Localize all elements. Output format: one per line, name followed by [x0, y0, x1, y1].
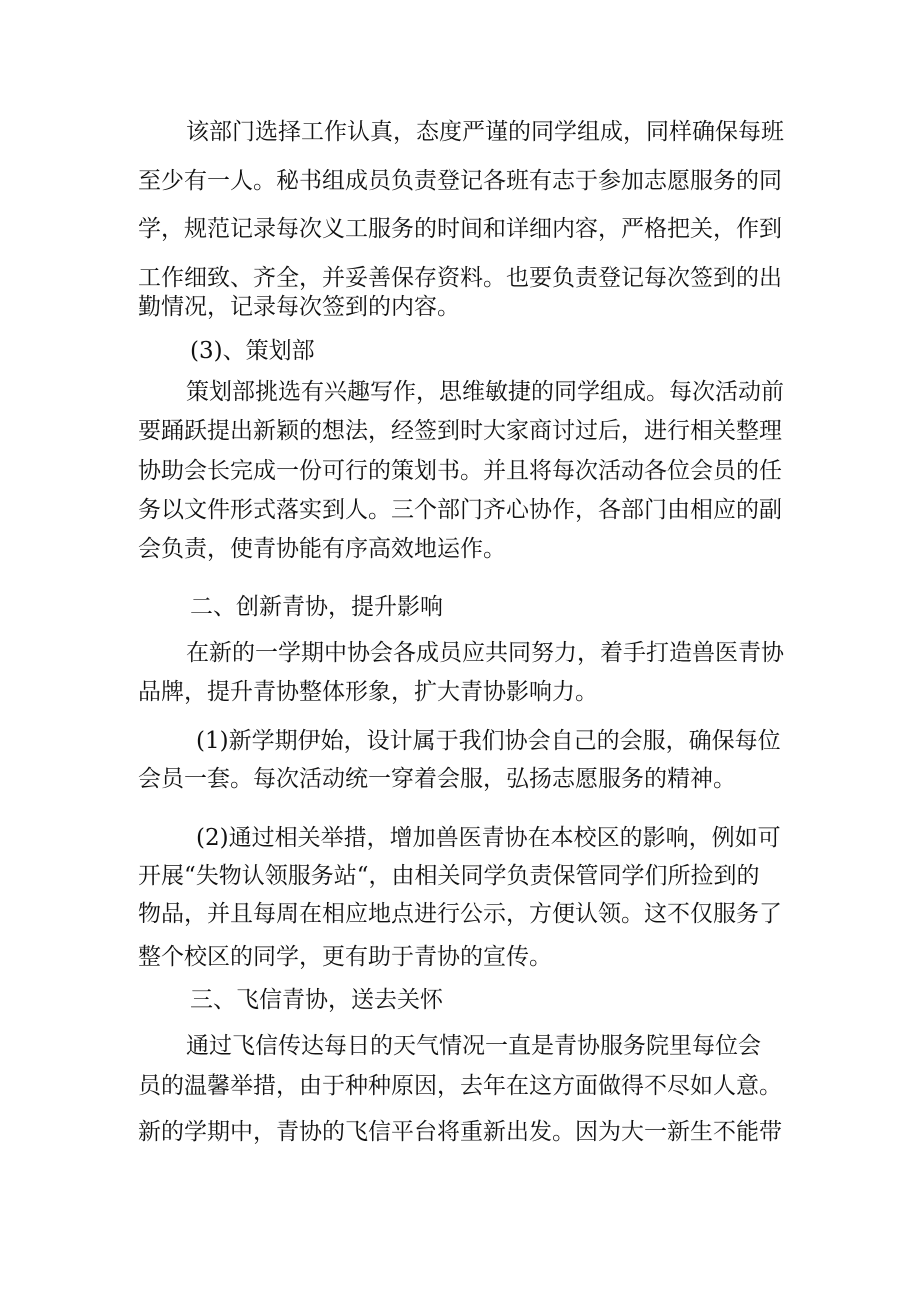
section-heading: (3)、策划部: [190, 338, 315, 364]
paragraph-line: 员的温馨举措，由于种种原因，去年在这方面做得不尽如人意。: [138, 1073, 782, 1099]
list-item-line: 物品，并且每周在相应地点进行公示，方便认领。这不仅服务了: [138, 901, 782, 927]
section-heading: 三、飞信青协，送去关怀: [190, 987, 443, 1013]
list-item-line: (2)通过相关举措，增加兽医青协在本校区的影响，例如可: [196, 825, 781, 851]
paragraph-line: 协助会长完成一份可行的策划书。并且将每次活动各位会员的任: [138, 458, 782, 484]
paragraph-line: 会负责，使青协能有序高效地运作。: [138, 536, 506, 562]
paragraph-line: 在新的一学期中协会各成员应共同努力，着手打造兽医青协: [186, 640, 784, 666]
list-item-line: 整个校区的同学，更有助于青协的宣传。: [138, 944, 552, 970]
section-heading: 二、创新青协，提升影响: [190, 594, 443, 620]
list-item-line: 会员一套。每次活动统一穿着会服，弘扬志愿服务的精神。: [138, 766, 736, 792]
paragraph-line: 该部门选择工作认真，态度严谨的同学组成，同样确保每班: [186, 119, 784, 145]
paragraph-line: 务以文件形式落实到人。三个部门齐心协作，各部门由相应的副: [138, 497, 782, 523]
paragraph-line: 学，规范记录每次义工服务的时间和详细内容，严格把关，作到: [138, 216, 782, 242]
paragraph-line: 要踊跃提出新颖的想法，经签到时大家商讨过后，进行相关整理: [138, 418, 782, 444]
paragraph-line: 品牌，提升青协整体形象，扩大青协影响力。: [138, 679, 598, 705]
paragraph-line: 新的学期中，青协的飞信平台将重新出发。因为大一新生不能带: [138, 1119, 782, 1145]
list-item-line: 开展“失物认领服务站“，由相关同学负责保管同学们所捡到的: [138, 863, 760, 889]
paragraph-line: 策划部挑选有兴趣写作，思维敏捷的同学组成。每次活动前: [186, 379, 784, 405]
paragraph-line: 勤情况，记录每次签到的内容。: [138, 294, 460, 320]
paragraph-line: 工作细致、齐全，并妥善保存资料。也要负责登记每次签到的出: [138, 265, 782, 291]
paragraph-line: 至少有一人。秘书组成员负责登记各班有志于参加志愿服务的同: [138, 168, 782, 194]
paragraph-line: 通过飞信传达每日的天气情况一直是青协服务院里每位会: [186, 1033, 761, 1059]
list-item-line: (1)新学期伊始，设计属于我们协会自己的会服，确保每位: [196, 728, 781, 754]
